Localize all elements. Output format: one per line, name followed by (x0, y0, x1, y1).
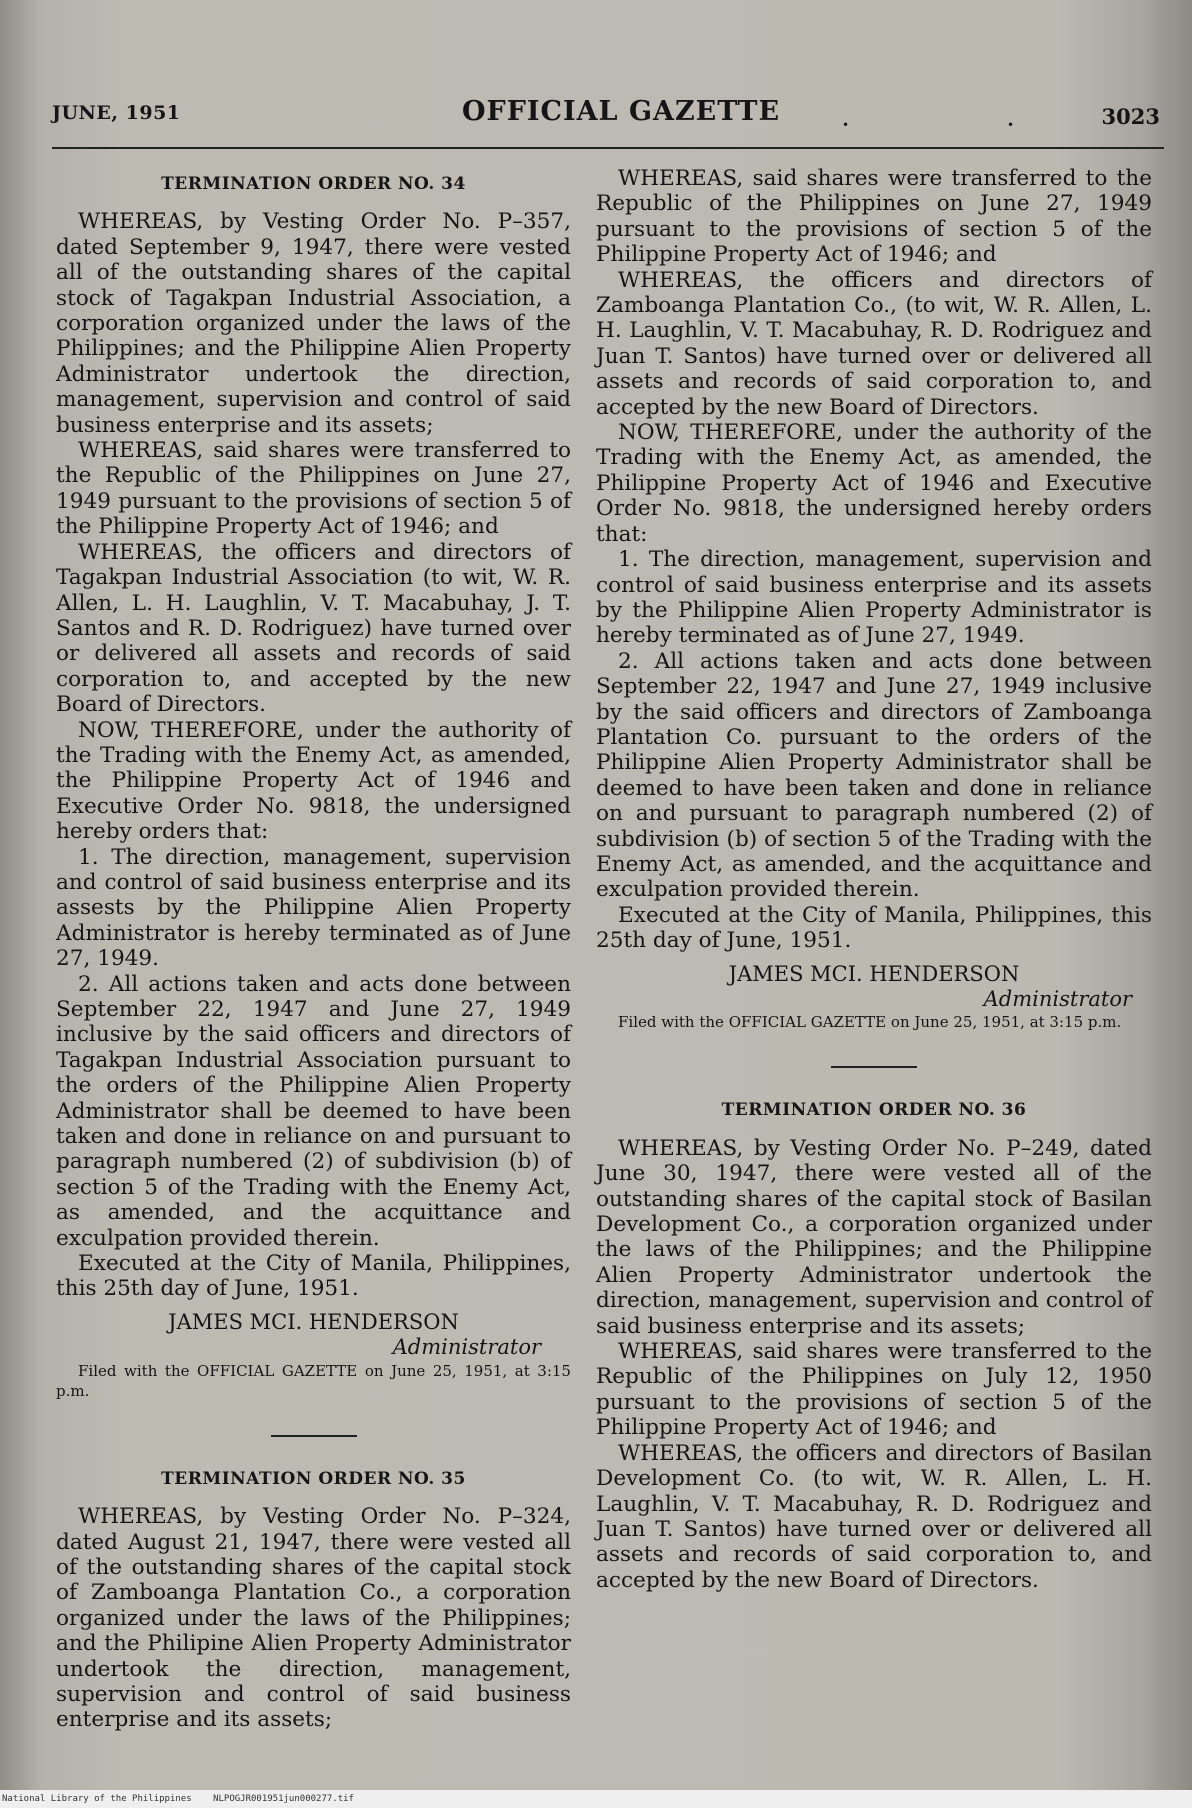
filed-gazette: OFFICIAL GAZETTE (197, 1361, 358, 1380)
issue-date: JUNE, 1951 (52, 102, 181, 124)
order-34-paragraph (56, 438, 571, 540)
whereas-lead: WHEREAS, (618, 166, 744, 191)
order-34-title: TERMINATION ORDER NO. 34 (161, 174, 466, 194)
order-35-paragraph (596, 166, 1152, 268)
dot-ornament: • (1007, 118, 1015, 132)
order-35-title: TERMINATION ORDER NO. 35 (161, 1468, 466, 1489)
paragraph-text: said shares were transferred to the Republic of the Philippines on June 27, 1949 pursuant to the provisions of section 5 of the Philippine Property Act of 1946; and (596, 166, 1152, 268)
whereas-lead: WHEREAS, (78, 539, 204, 565)
order-36-paragraph (596, 1339, 1152, 1441)
paragraph-text: the officers and directors of Basilan Development Co. (to wit, W. R. Allen, L. H. Laughlin, V. T. Macabuhay, R. D. Rodriguez and Juan T. Santos) have turned over or delivered all assets and records of said corporation to, and accepted by the new Board of Directors. (596, 1440, 1152, 1593)
paragraph-text: under the authority of the Trading with the Enemy Act, as amended, the Philippine Property Act of 1946 and Executive Order No. 9818, the undersigned hereby orders that: (596, 420, 1152, 547)
order-34-executed: Executed at the City of Manila, Philippines, this 25th day of June, 1951. (56, 1251, 571, 1302)
order-36-title: TERMINATION ORDER NO. 36 (721, 1100, 1027, 1121)
whereas-lead: WHEREAS, (618, 267, 744, 293)
now-therefore-lead: NOW, THEREFORE, (618, 420, 843, 446)
order-34-item-1: 1. The direction, management, supervision and control of said business enterprise and its assests by the Philippine Alien Property Administrator is hereby terminated as of June 27, 1949. (56, 844, 571, 972)
paragraph-text: by Vesting Order No. P–249, dated June 30, 1947, there were vested all of the outstanding shares of the capital stock of Basilan Development Co., a corporation organized under the laws of the Philippines; and the Philippine Alien Property Administrator undertook the direction, management, supervision and control of said business enterprise and its assets; (596, 1135, 1152, 1339)
order-34-item-2: 2. All actions taken and acts done between September 22, 1947 and June 27, 1949 inclusive by the said officers and directors of Tagakpan Industrial Association pursuant to the orders of the Philippine Alien Property Administrator shall be deemed to have been taken and done in reliance on and pursuant to paragraph numbered (2) of subdivision (b) of section 5 of the Trading with the Enemy Act, as amended, and the acquittance and exculpation provided therein. (56, 971, 571, 1251)
paragraph-text: said shares were transferred to the Republic of the Philippines on June 27, 1949 pursuant to the provisions of section 5 of the Philippine Property Act of 1946; and (56, 438, 571, 540)
section-divider (831, 1066, 917, 1068)
whereas-lead: WHEREAS, (78, 1504, 204, 1530)
publication-title: OFFICIAL GAZETTE (462, 96, 781, 127)
signer-name: JAMES MCI. HENDERSON (168, 1309, 459, 1334)
filed-date: on June 25, 1951, at 3:15 p.m. (890, 1013, 1122, 1032)
left-column (56, 166, 571, 1733)
order-34-paragraph (56, 718, 571, 845)
whereas-lead: WHEREAS, (618, 1339, 744, 1365)
order-35-paragraph (596, 420, 1152, 547)
file-label: NLPOGJR001951jun000277.tif (213, 1794, 354, 1804)
order-36-paragraph (596, 1441, 1152, 1593)
page-number: 3023 (1101, 104, 1160, 129)
order-35-item-1: 1. The direction, management, supervision and control of said business enterprise and its assets by the Philippine Alien Property Administrator is hereby terminated as of June 27, 1949. (596, 547, 1152, 649)
running-head (52, 96, 1160, 136)
whereas-lead: WHEREAS, (78, 209, 204, 235)
signer-name: JAMES MCI. HENDERSON (728, 961, 1020, 986)
header-rule (52, 147, 1164, 149)
order-35-paragraph (56, 1504, 571, 1733)
paragraph-text: the officers and directors of Tagakpan Industrial Association (to wit, W. R. Allen, L. H. Laughlin, V. T. Macabuhay, J. T. Santos and R. D. Rodriguez) have turned over or delivered all assets and records of said corporation to, and accepted by the new Board of Directors. (56, 539, 571, 718)
whereas-lead: WHEREAS, (618, 1135, 744, 1161)
signer-title: Administrator (983, 987, 1132, 1011)
whereas-lead: WHEREAS, (618, 1440, 744, 1466)
filing-note (56, 1361, 571, 1401)
filed-date: on June 25, 1951, at 3:15 p.m. (56, 1361, 571, 1400)
paragraph-text: the officers and directors of Zamboanga Plantation Co., (to wit, W. R. Allen, L. H. Laughlin, V. T. Macabuhay, R. D. Rodriguez and Juan T. Santos) have turned over or delivered all assets and records of said corporation to, and accepted by the new Board of Directors. (596, 267, 1152, 420)
order-34-paragraph (56, 540, 571, 718)
filing-note (596, 1012, 1152, 1032)
paragraph-text: under the authority of the Trading with the Enemy Act, as amended, the Philippine Property Act of 1946 and Executive Order No. 9818, the undersigned hereby orders that: (56, 717, 571, 845)
filed-gazette: OFFICIAL GAZETTE (728, 1013, 887, 1032)
order-36-paragraph (596, 1136, 1152, 1339)
right-column (596, 166, 1152, 1593)
section-divider (271, 1435, 357, 1437)
signer-title: Administrator (392, 1335, 541, 1360)
library-label: National Library of the Philippines (2, 1794, 192, 1804)
filed-text: Filed with the (78, 1361, 190, 1380)
paragraph-text: by Vesting Order No. P–357, dated September 9, 1947, there were vested all of the outstanding shares of the capital stock of Tagakpan Industrial Association, a corporation organized under the laws of the Philippines; and the Philippine Alien Property Administrator undertook the direction, management, supervision and control of said business enterprise and its assets; (56, 209, 571, 438)
paragraph-text: by Vesting Order No. P–324, dated August 21, 1947, there were vested all of the outstanding shares of the capital stock of Zamboanga Plantation Co., a corporation organized under the laws of the Philippines; and the Philipine Alien Property Administrator undertook the direction, management, supervision and control of said business enterprise and its assets; (56, 1504, 571, 1733)
paragraph-text: said shares were transferred to the Republic of the Philippines on July 12, 1950 pursuant to the provisions of section 5 of the Philippine Property Act of 1946; and (596, 1339, 1152, 1441)
whereas-lead: WHEREAS, (78, 438, 204, 464)
scan-footer (0, 1790, 1192, 1808)
now-therefore-lead: NOW, THEREFORE, (78, 717, 304, 743)
order-35-executed: Executed at the City of Manila, Philippines, this 25th day of June, 1951. (596, 902, 1152, 954)
order-35-item-2: 2. All actions taken and acts done between September 22, 1947 and June 27, 1949 inclusive by the said officers and directors of Zamboanga Plantation Co. pursuant to the orders of the Philippine Alien Property Administrator shall be deemed to have been taken and done in reliance on and pursuant to paragraph numbered (2) of subdivision (b) of section 5 of the Trading with the Enemy Act, as amended, and the acquittance and exculpation provided therein. (596, 648, 1152, 903)
dot-ornament: • (842, 118, 850, 132)
order-35-paragraph (596, 268, 1152, 420)
filed-text: Filed with the (618, 1013, 724, 1032)
order-34-paragraph (56, 209, 571, 438)
